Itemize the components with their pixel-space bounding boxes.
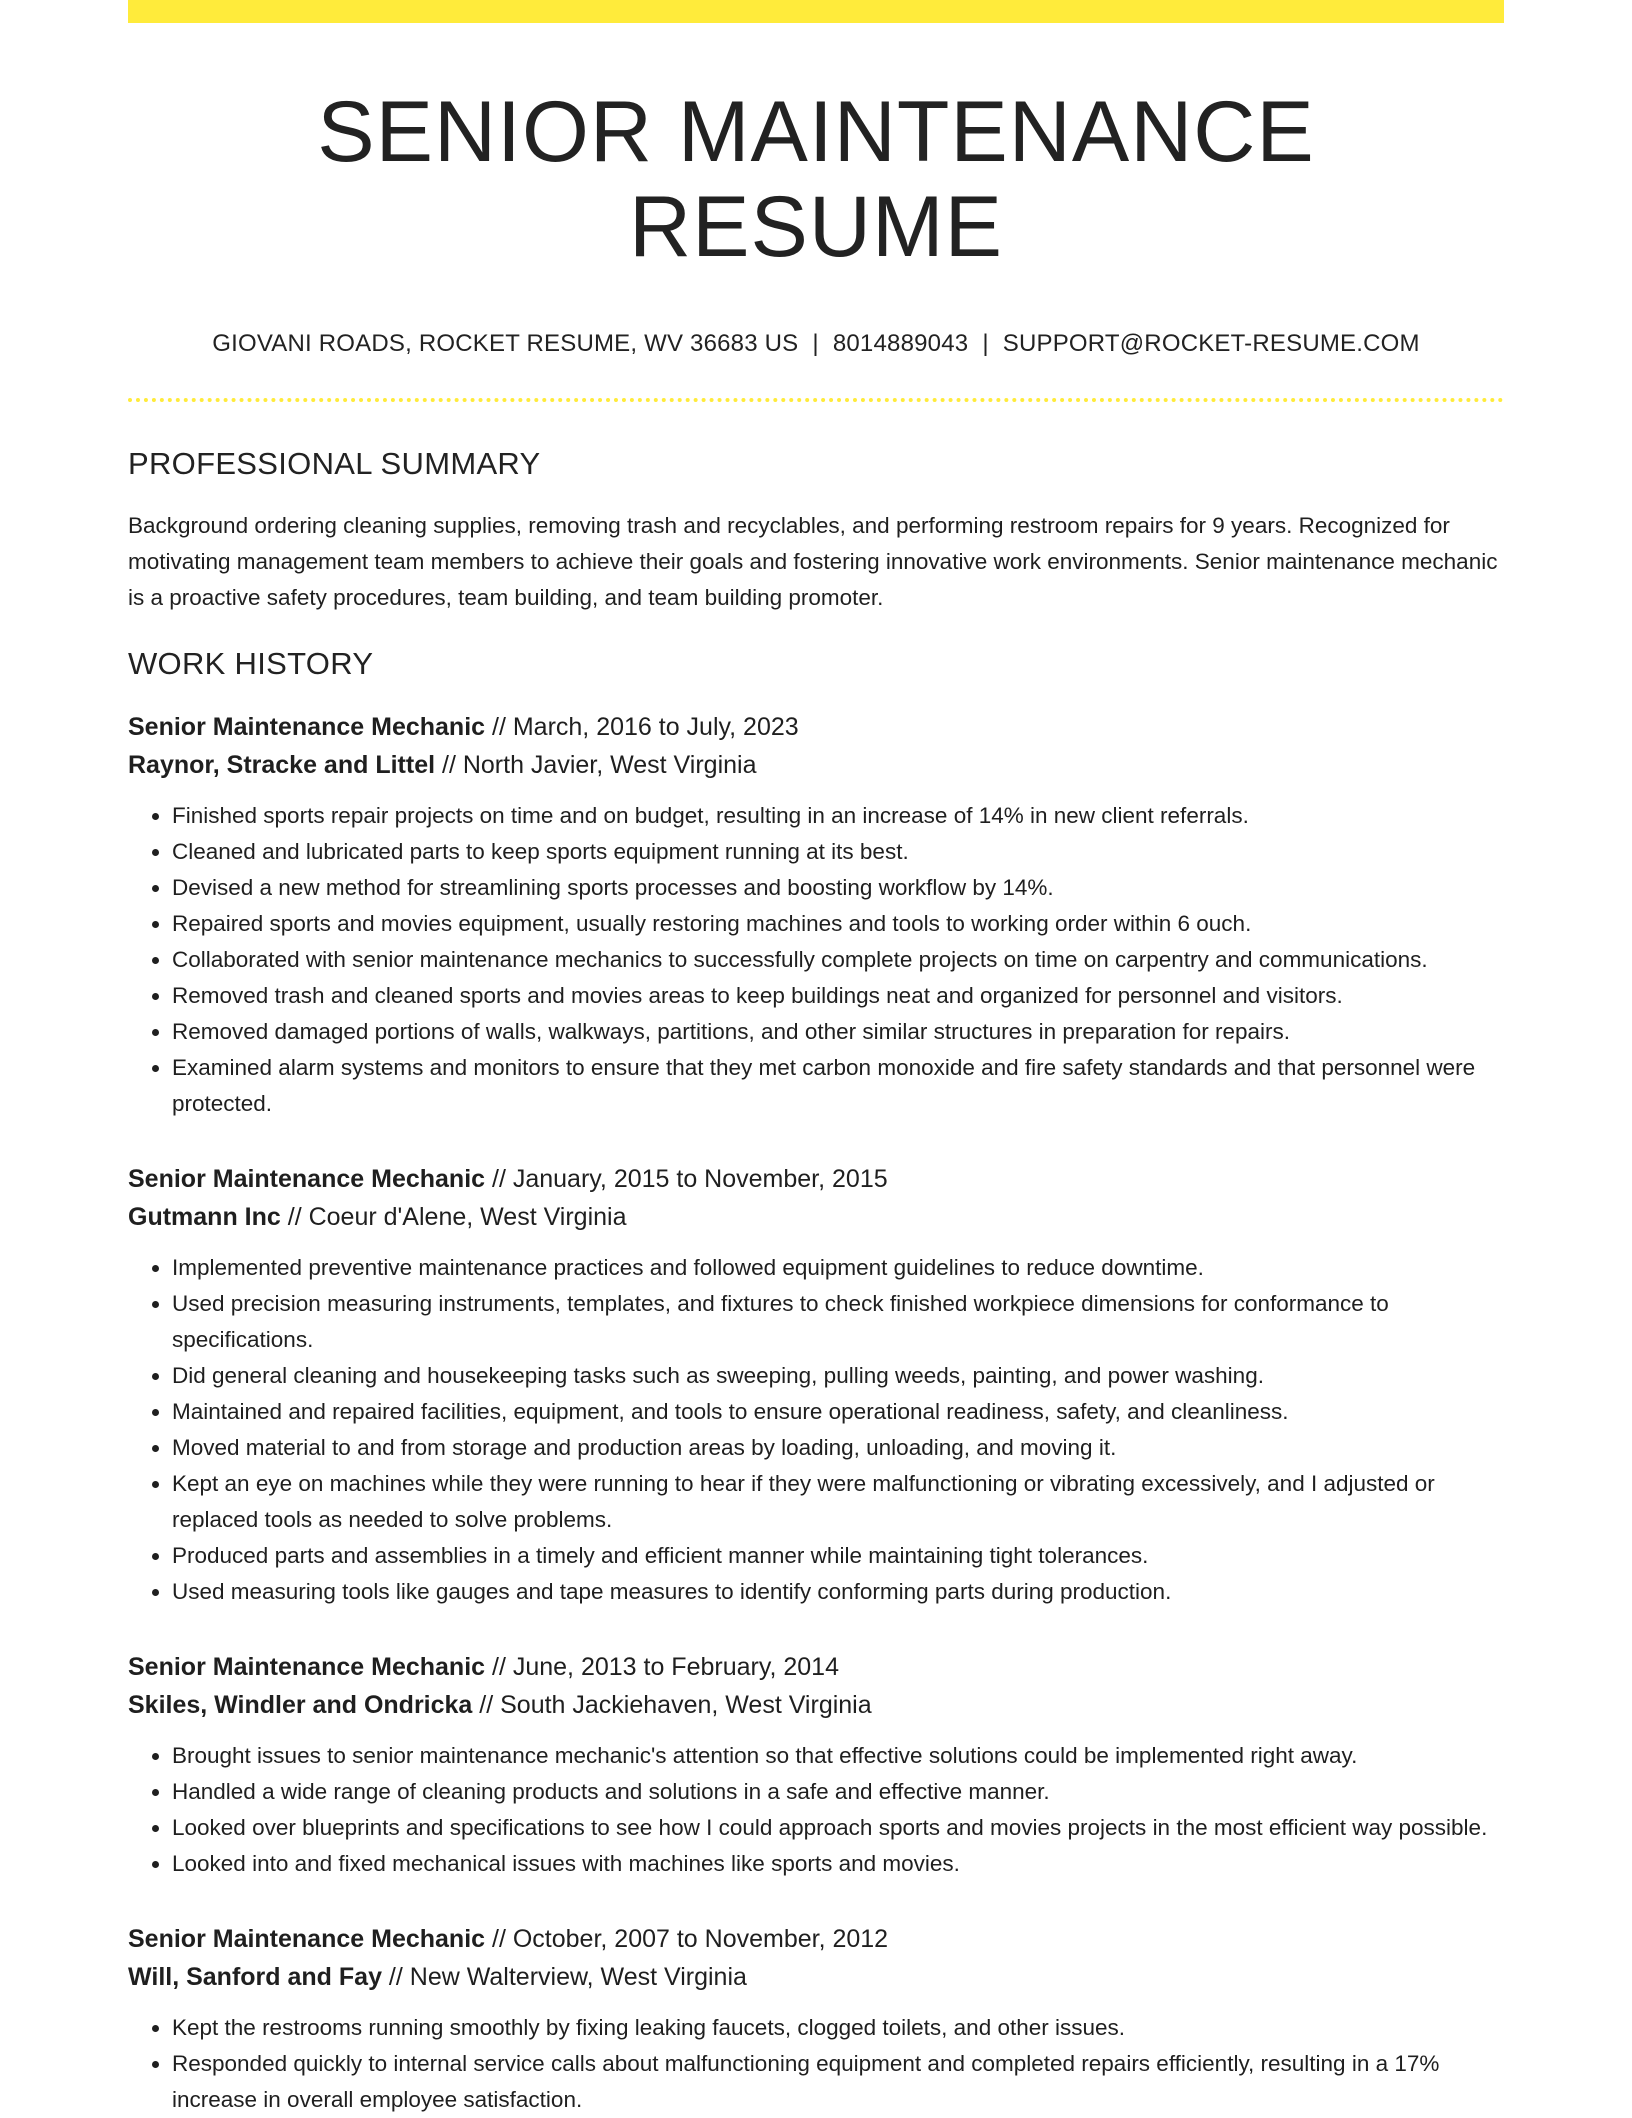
job-dates: March, 2016 to July, 2023	[512, 713, 799, 742]
list-item: • Implemented preventive maintenance practices and followed equipment guidelines to reduce downtime.	[172, 1250, 1504, 1286]
job-location: South Jackiehaven, West Virginia	[500, 1691, 872, 1720]
job-bullets	[128, 1250, 1504, 1610]
dotted-divider	[128, 398, 1504, 402]
job-company-line	[128, 1958, 1504, 1996]
list-item: • Moved material to and from storage and production areas by loading, unloading, and moving it.	[172, 1430, 1504, 1466]
job-company-line	[128, 1686, 1504, 1724]
list-item: • Removed damaged portions of walls, walkways, partitions, and other similar structures in preparation for repairs.	[172, 1014, 1504, 1050]
job-title: Senior Maintenance Mechanic	[128, 1653, 486, 1682]
job-title-line	[128, 708, 1504, 746]
job-company: Skiles, Windler and Ondricka	[128, 1691, 473, 1720]
list-item: • Collaborated with senior maintenance mechanics to successfully complete projects on time on carpentry and communications.	[172, 942, 1504, 978]
list-item: • Looked into and fixed mechanical issues with machines like sports and movies.	[172, 1846, 1504, 1882]
work-history-heading: WORK HISTORY	[128, 646, 374, 682]
summary-heading: PROFESSIONAL SUMMARY	[128, 446, 541, 482]
list-item: • Maintained and repaired facilities, equipment, and tools to ensure operational readiness, safety, and cleanliness.	[172, 1394, 1504, 1430]
accent-top-bar	[128, 0, 1504, 23]
list-item: • Kept an eye on machines while they were running to hear if they were malfunctioning or vibrating excessively, and I adjusted or replaced tools as needed to solve problems.	[172, 1466, 1504, 1538]
contact-line	[128, 330, 1504, 358]
job-bullets	[128, 1738, 1504, 1882]
contact-separator: |	[982, 330, 989, 358]
job-title: Senior Maintenance Mechanic	[128, 1165, 486, 1194]
contact-email: SUPPORT@ROCKET-RESUME.COM	[1002, 330, 1420, 358]
date-separator: //	[485, 1653, 513, 1682]
list-item: • Used measuring tools like gauges and tape measures to identify conforming parts during production.	[172, 1574, 1504, 1610]
list-item: • Responded quickly to internal service calls about malfunctioning equipment and completed repairs efficiently, resulting in a 17% increase in overall employee satisfaction.	[172, 2046, 1504, 2118]
job-location: North Javier, West Virginia	[462, 751, 757, 780]
contact-address: GIOVANI ROADS, ROCKET RESUME, WV 36683 US	[212, 330, 799, 358]
location-separator: //	[381, 1963, 410, 1992]
job-company-line	[128, 746, 1504, 784]
list-item: • Removed trash and cleaned sports and movies areas to keep buildings neat and organized for personnel and visitors.	[172, 978, 1504, 1014]
list-item: • Finished sports repair projects on time and on budget, resulting in an increase of 14% in new client referrals.	[172, 798, 1504, 834]
list-item: • Examined alarm systems and monitors to ensure that they met carbon monoxide and fire safety standards and that personnel were protected.	[172, 1050, 1504, 1122]
list-item: • Used precision measuring instruments, templates, and fixtures to check finished workpiece dimensions for conformance to specifications.	[172, 1286, 1504, 1358]
location-separator: //	[435, 751, 463, 780]
list-item: • Kept the restrooms running smoothly by fixing leaking faucets, clogged toilets, and other issues.	[172, 2010, 1504, 2046]
list-item: • Did general cleaning and housekeeping tasks such as sweeping, pulling weeds, painting, and power washing.	[172, 1358, 1504, 1394]
job-company: Gutmann Inc	[128, 1203, 281, 1232]
location-separator: //	[472, 1691, 501, 1720]
job-location: New Walterview, West Virginia	[409, 1963, 747, 1992]
job-title-line	[128, 1920, 1504, 1958]
job-entry	[128, 1160, 1504, 1610]
contact-separator: |	[812, 330, 819, 358]
job-dates: June, 2013 to February, 2014	[512, 1653, 839, 1682]
job-bullets	[128, 2010, 1504, 2118]
list-item: • Brought issues to senior maintenance mechanic's attention so that effective solutions could be implemented right away.	[172, 1738, 1504, 1774]
job-company-line	[128, 1198, 1504, 1236]
summary-text: Background ordering cleaning supplies, removing trash and recyclables, and performing restroom repairs for 9 years. Recognized for motivating management team members to achieve their goals and fostering innovative work environments. Senior maintenance mechanic is a proactive safety procedures, team building, and team building promoter.	[128, 513, 1498, 611]
contact-phone: 8014889043	[832, 330, 969, 358]
list-item: • Handled a wide range of cleaning products and solutions in a safe and effective manner.	[172, 1774, 1504, 1810]
job-company: Will, Sanford and Fay	[128, 1963, 382, 1992]
job-title-line	[128, 1648, 1504, 1686]
job-entry	[128, 1648, 1504, 1882]
work-history-list	[128, 708, 1504, 2118]
location-separator: //	[280, 1203, 309, 1232]
job-title: Senior Maintenance Mechanic	[128, 713, 486, 742]
page-title: SENIOR MAINTENANCE RESUME	[317, 84, 1315, 275]
job-location: Coeur d'Alene, West Virginia	[308, 1203, 627, 1232]
job-dates: January, 2015 to November, 2015	[512, 1165, 888, 1194]
job-entry	[128, 1920, 1504, 2118]
list-item: • Produced parts and assemblies in a timely and efficient manner while maintaining tight tolerances.	[172, 1538, 1504, 1574]
list-item: • Repaired sports and movies equipment, usually restoring machines and tools to working order within 6 ouch.	[172, 906, 1504, 942]
job-company: Raynor, Stracke and Littel	[128, 751, 436, 780]
date-separator: //	[485, 1165, 513, 1194]
list-item: • Cleaned and lubricated parts to keep sports equipment running at its best.	[172, 834, 1504, 870]
job-title: Senior Maintenance Mechanic	[128, 1925, 486, 1954]
date-separator: //	[485, 713, 513, 742]
job-title-line	[128, 1160, 1504, 1198]
list-item: • Looked over blueprints and specifications to see how I could approach sports and movies projects in the most efficient way possible.	[172, 1810, 1504, 1846]
resume-page	[128, 0, 1504, 2118]
job-entry	[128, 708, 1504, 1122]
job-bullets	[128, 798, 1504, 1122]
job-dates: October, 2007 to November, 2012	[512, 1925, 889, 1954]
date-separator: //	[485, 1925, 513, 1954]
list-item: • Devised a new method for streamlining sports processes and boosting workflow by 14%.	[172, 870, 1504, 906]
